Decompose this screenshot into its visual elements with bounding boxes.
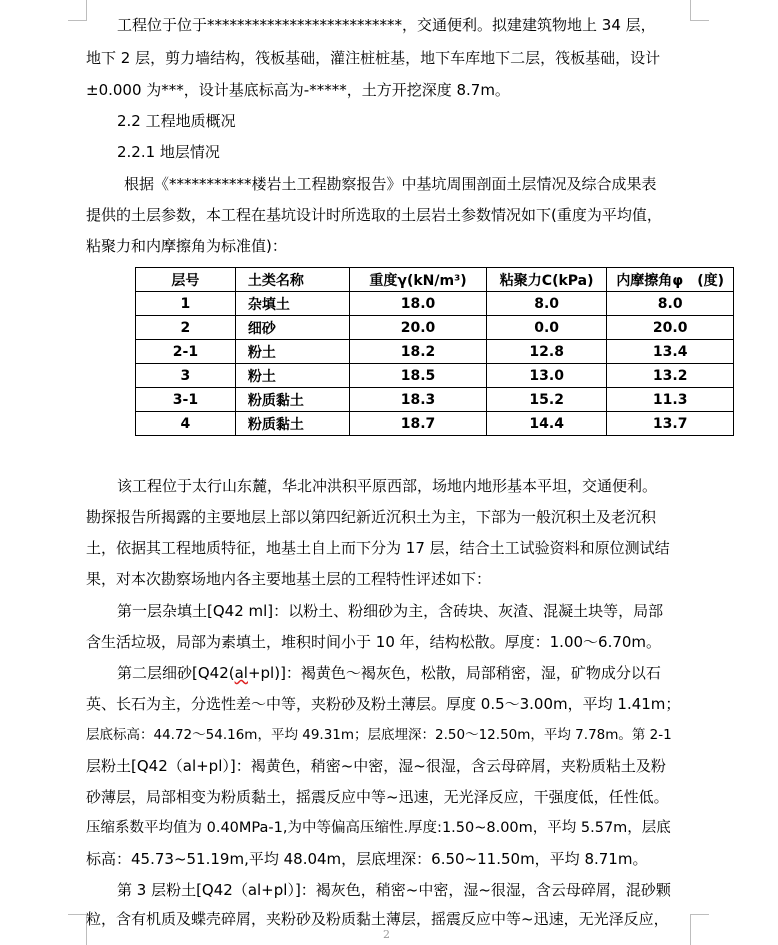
table-row [136, 364, 734, 388]
table-header-cell: 内摩擦角φ (度) [607, 268, 734, 292]
paragraph-line: 第 3 层粉土[Q42（al+pl）]：褐灰色，稍密~中密，湿~很湿，含云母碎屑，混砂颗 [117, 881, 671, 899]
table-cell: 13.0 [486, 364, 606, 388]
table-header-cell: 重度γ(kN/m³) [350, 268, 487, 292]
margin-corner-mark [690, 914, 709, 945]
table-cell: 3-1 [136, 388, 236, 412]
paragraph-line: 根据《***********楼岩土工程勘察报告》中基坑周围剖面土层情况及综合成果表 [124, 175, 657, 193]
table-cell: 粉土 [235, 340, 349, 364]
table-row [136, 340, 734, 364]
paragraph-line: ±0.000 为***，设计基底标高为-*****，土方开挖深度 8.7m。 [86, 81, 510, 99]
paragraph-line: 砂薄层，局部相变为粉质黏土，摇震反应中等~迅速，无光泽反应，干强度低，任性低。 [86, 788, 669, 806]
table-header-cell: 土类名称 [235, 268, 349, 292]
table-cell: 8.0 [486, 292, 606, 316]
table-cell: 11.3 [607, 388, 734, 412]
table-cell: 14.4 [486, 412, 606, 436]
table-row [136, 316, 734, 340]
paragraph-line: 地下 2 层，剪力墙结构，筏板基础，灌注桩桩基，地下车库地下二层，筏板基础，设计 [86, 49, 661, 67]
soil-parameter-table [135, 267, 734, 436]
paragraph-line: 标高：45.73~51.19m,平均 48.04m，层底埋深：6.50~11.50m，平均 8.71m。 [86, 850, 648, 868]
table-cell: 12.8 [486, 340, 606, 364]
paragraph-line: 粒，含有机质及蝶壳碎屑，夹粉砂及粉质黏土薄层，摇震反应中等~迅速，无光泽反应， [86, 910, 669, 928]
page-number: 2 [383, 928, 390, 941]
table-cell: 粉质黏土 [235, 412, 349, 436]
margin-corner-mark [68, 0, 87, 21]
section-heading: 2.2 工程地质概况 [117, 112, 236, 130]
table-cell: 18.7 [350, 412, 487, 436]
table-cell: 杂填土 [235, 292, 349, 316]
table-cell: 细砂 [235, 316, 349, 340]
table-cell: 20.0 [607, 316, 734, 340]
table-cell: 13.7 [607, 412, 734, 436]
paragraph-line [117, 663, 661, 683]
paragraph-line: 勘探报告所揭露的主要地层上部以第四纪新近沉积土为主，下部为一般沉积土及老沉积 [86, 508, 657, 526]
paragraph-line: 该工程位于太行山东麓，华北冲洪积平原西部，场地内地形基本平坦，交通便利。 [117, 477, 658, 495]
table-row [136, 292, 734, 316]
text-run: 第二层细砂[Q42( [117, 664, 235, 682]
table-cell: 4 [136, 412, 236, 436]
table-cell: 粉土 [235, 364, 349, 388]
paragraph-line: 含生活垃圾，局部为素填土，堆积时间小于 10 年，结构松散。厚度：1.00～6.70m。 [86, 633, 662, 651]
table-cell: 15.2 [486, 388, 606, 412]
table-cell: 18.5 [350, 364, 487, 388]
table-cell: 20.0 [350, 316, 487, 340]
paragraph-line: 土，依据其工程地质特征，地基土自上而下分为 17 层，结合土工试验资料和原位测试结 [86, 539, 670, 557]
table-row [136, 412, 734, 436]
table-cell: 8.0 [607, 292, 734, 316]
margin-corner-mark [690, 0, 709, 21]
paragraph-line: 果，对本次勘察场地内各主要地基土层的工程特性评述如下： [86, 570, 492, 588]
table-cell: 1 [136, 292, 236, 316]
table-row [136, 388, 734, 412]
subsection-heading: 2.2.1 地层情况 [117, 143, 220, 161]
spellcheck-underlined-text: al [234, 664, 248, 682]
table-cell: 18.2 [350, 340, 487, 364]
table-cell: 粉质黏土 [235, 388, 349, 412]
table-header-cell: 粘聚力C(kPa) [486, 268, 606, 292]
text-run: +pl)]：褐黄色～褐灰色，松散，局部稍密，湿，矿物成分以石 [247, 664, 661, 682]
table-cell: 13.2 [607, 364, 734, 388]
table-cell: 2-1 [136, 340, 236, 364]
table-header-row [136, 268, 734, 292]
paragraph-line: 层底标高：44.72～54.16m，平均 49.31m；层底埋深：2.50～12.50m，平均 7.78m。第 2-1 [86, 727, 672, 743]
table-cell: 13.4 [607, 340, 734, 364]
margin-corner-mark [68, 914, 87, 945]
paragraph-line: 压缩系数平均值为 0.40MPa-1,为中等偏高压缩性.厚度:1.50~8.00m，平均 5.57m，层底 [86, 820, 671, 836]
table-cell: 18.3 [350, 388, 487, 412]
paragraph-line: 提供的土层参数，本工程在基坑设计时所选取的土层岩土参数情况如下(重度为平均值， [86, 206, 662, 224]
table-cell: 2 [136, 316, 236, 340]
table-cell: 18.0 [350, 292, 487, 316]
table-cell: 3 [136, 364, 236, 388]
paragraph-line: 第一层杂填土[Q42 ml]：以粉土、粉细砂为主，含砖块、灰渣、混凝土块等，局部 [117, 602, 664, 620]
paragraph-line: 英、长石为主，分选性差～中等，夹粉砂及粉土薄层。厚度 0.5～3.00m，平均 1.41m； [86, 695, 681, 713]
paragraph-line: 工程位于位于**************************，交通便利。拟建建筑物地上 34 层， [117, 16, 656, 34]
paragraph-line: 层粉土[Q42（al+pl）]：褐黄色，稍密~中密，湿~很湿，含云母碎屑，夹粉质粘土及粉 [86, 757, 666, 775]
table-header-cell: 层号 [136, 268, 236, 292]
paragraph-line: 粘聚力和内摩擦角为标准值)： [86, 237, 287, 255]
table-cell: 0.0 [486, 316, 606, 340]
